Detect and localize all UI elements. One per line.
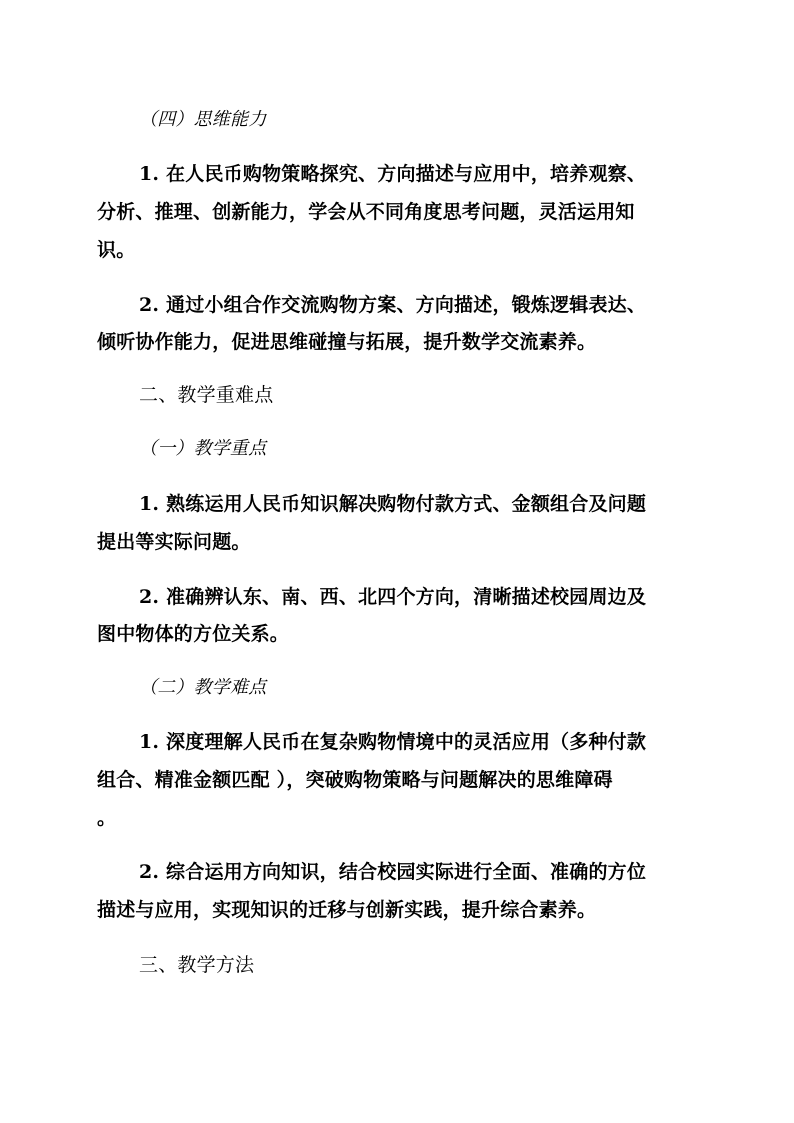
- paragraph-line: 2. 综合运用方向知识，结合校园实际进行全面、准确的方位: [139, 861, 647, 883]
- paragraph-line: 1. 在人民币购物策略探究、方向描述与应用中，培养观察、: [139, 163, 647, 185]
- subheading-key-points: （一）教学重点: [139, 438, 267, 459]
- paragraph-line: 2. 通过小组合作交流购物方案、方向描述，锻炼逻辑表达、: [139, 294, 647, 316]
- paragraph-line: 。: [97, 807, 117, 829]
- subheading-thinking-ability: （四）思维能力: [139, 109, 267, 130]
- paragraph-line: 提出等实际问题。: [97, 531, 251, 553]
- paragraph-line: 识。: [97, 239, 136, 261]
- paragraph-line: 分析、推理、创新能力，学会从不同角度思考问题，灵活运用知: [97, 201, 635, 223]
- paragraph-line: 2. 准确辨认东、南、西、北四个方向，清晰描述校园周边及: [139, 586, 647, 608]
- section-title-teaching-methods: 三、教学方法: [139, 954, 255, 976]
- section-title-key-difficult-points: 二、教学重难点: [139, 384, 274, 406]
- paragraph-line: 倾听协作能力，促进思维碰撞与拓展，提升数学交流素养。: [97, 331, 597, 353]
- paragraph-line: 组合、精准金额匹配 ），突破购物策略与问题解决的思维障碍: [97, 769, 613, 791]
- paragraph-line: 1. 熟练运用人民币知识解决购物付款方式、金额组合及问题: [139, 493, 647, 515]
- paragraph-line: 1. 深度理解人民币在复杂购物情境中的灵活应用（多种付款: [139, 731, 647, 753]
- paragraph-line: 图中物体的方位关系。: [97, 623, 290, 645]
- subheading-difficult-points: （二）教学难点: [139, 677, 267, 698]
- paragraph-line: 描述与应用，实现知识的迁移与创新实践，提升综合素养。: [97, 899, 597, 921]
